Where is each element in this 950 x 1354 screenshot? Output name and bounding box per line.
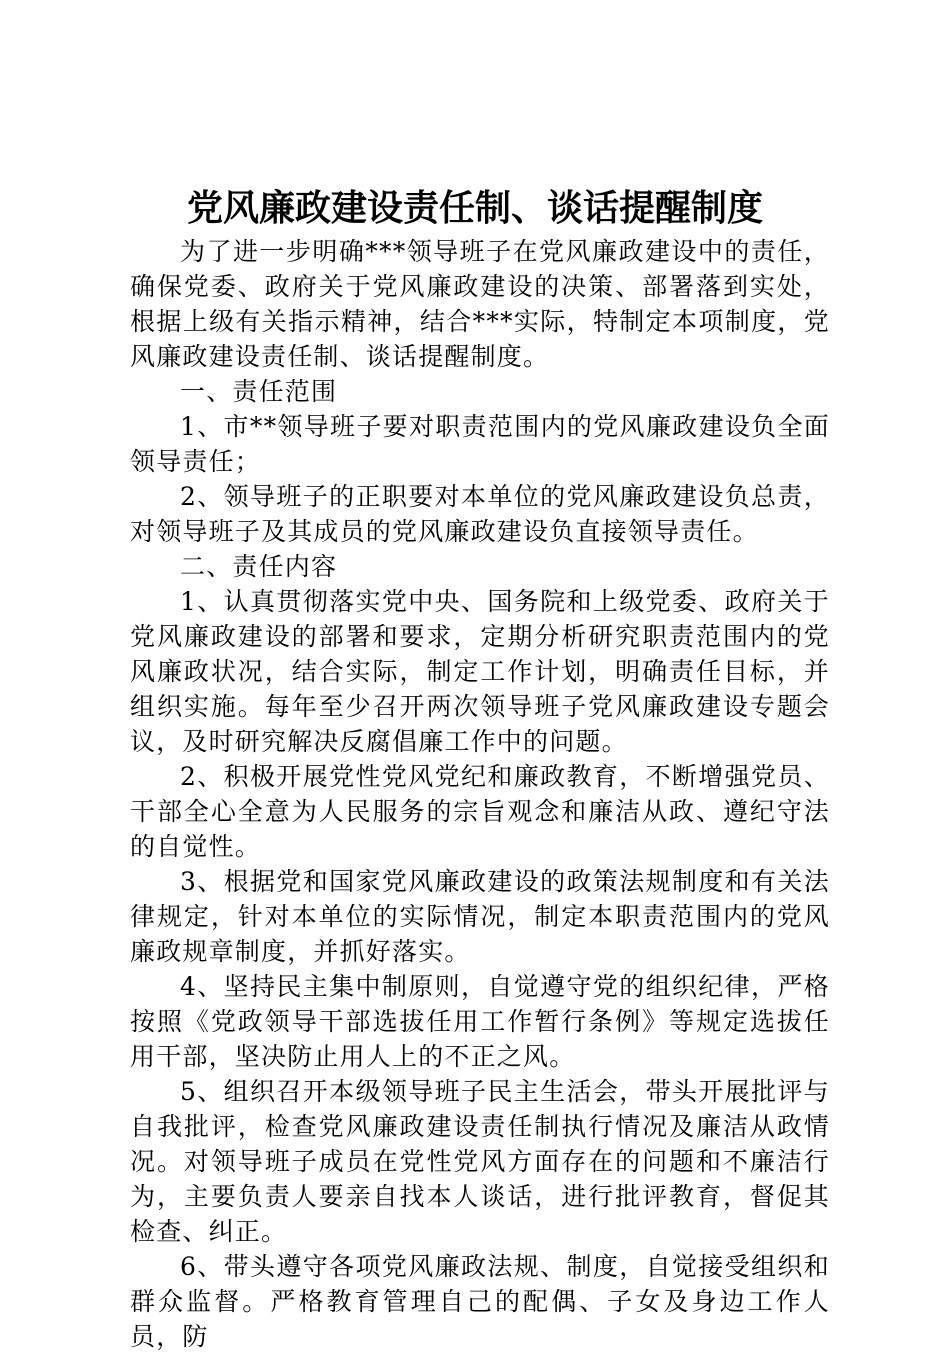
content-item-4: 4、坚持民主集中制原则，自觉遵守党的组织纪律，严格按照《党政领导干部选拔任用工作暂行条例》等规定选拔任用干部，坚决防止用人上的不正之风。 — [130, 972, 830, 1071]
content-item-5: 5、组织召开本级领导班子民主生活会，带头开展批评与自我批评，检查党风廉政建设责任制执行情况及廉洁从政情况。对领导班子成员在党性党风方面存在的问题和不廉洁行为，主要负责人要亲自找本人谈话，进行批评教育，督促其检查、纠正。 — [130, 1077, 830, 1246]
section-heading-content: 二、责任内容 — [180, 552, 338, 581]
content-item-1: 1、认真贯彻落实党中央、国务院和上级党委、政府关于党风廉政建设的部署和要求，定期分析研究职责范围内的党风廉政状况，结合实际，制定工作计划，明确责任目标，并组织实施。每年至少召开两次领导班子党风廉政建设专题会议，及时研究解决反腐倡廉工作中的问题。 — [130, 587, 830, 756]
content-item-6: 6、带头遵守各项党风廉政法规、制度，自觉接受组织和群众监督。严格教育管理自己的配偶、子女及身边工作人员，防 — [130, 1252, 830, 1351]
content-item-3: 3、根据党和国家党风廉政建设的政策法规制度和有关法律规定，针对本单位的实际情况，制定本职责范围内的党风廉政规章制度，并抓好落实。 — [130, 867, 830, 966]
scope-item-2: 2、领导班子的正职要对本单位的党风廉政建设负总责，对领导班子及其成员的党风廉政建设负直接领导责任。 — [130, 482, 830, 546]
scope-item-1: 1、市**领导班子要对职责范围内的党风廉政建设负全面领导责任； — [130, 412, 830, 476]
document-body — [130, 234, 830, 1354]
section-heading-scope: 一、责任范围 — [180, 377, 338, 406]
content-item-2: 2、积极开展党性党风党纪和廉政教育，不断增强党员、干部全心全意为人民服务的宗旨观念和廉洁从政、遵纪守法的自觉性。 — [130, 762, 830, 861]
intro-paragraph: 为了进一步明确***领导班子在党风廉政建设中的责任，确保党委、政府关于党风廉政建设的决策、部署落到实处，根据上级有关指示精神，结合***实际，特制定本项制度，党风廉政建设责任制、谈话提醒制度。 — [130, 237, 830, 371]
document-title: 党风廉政建设责任制、谈话提醒制度 — [186, 187, 763, 229]
